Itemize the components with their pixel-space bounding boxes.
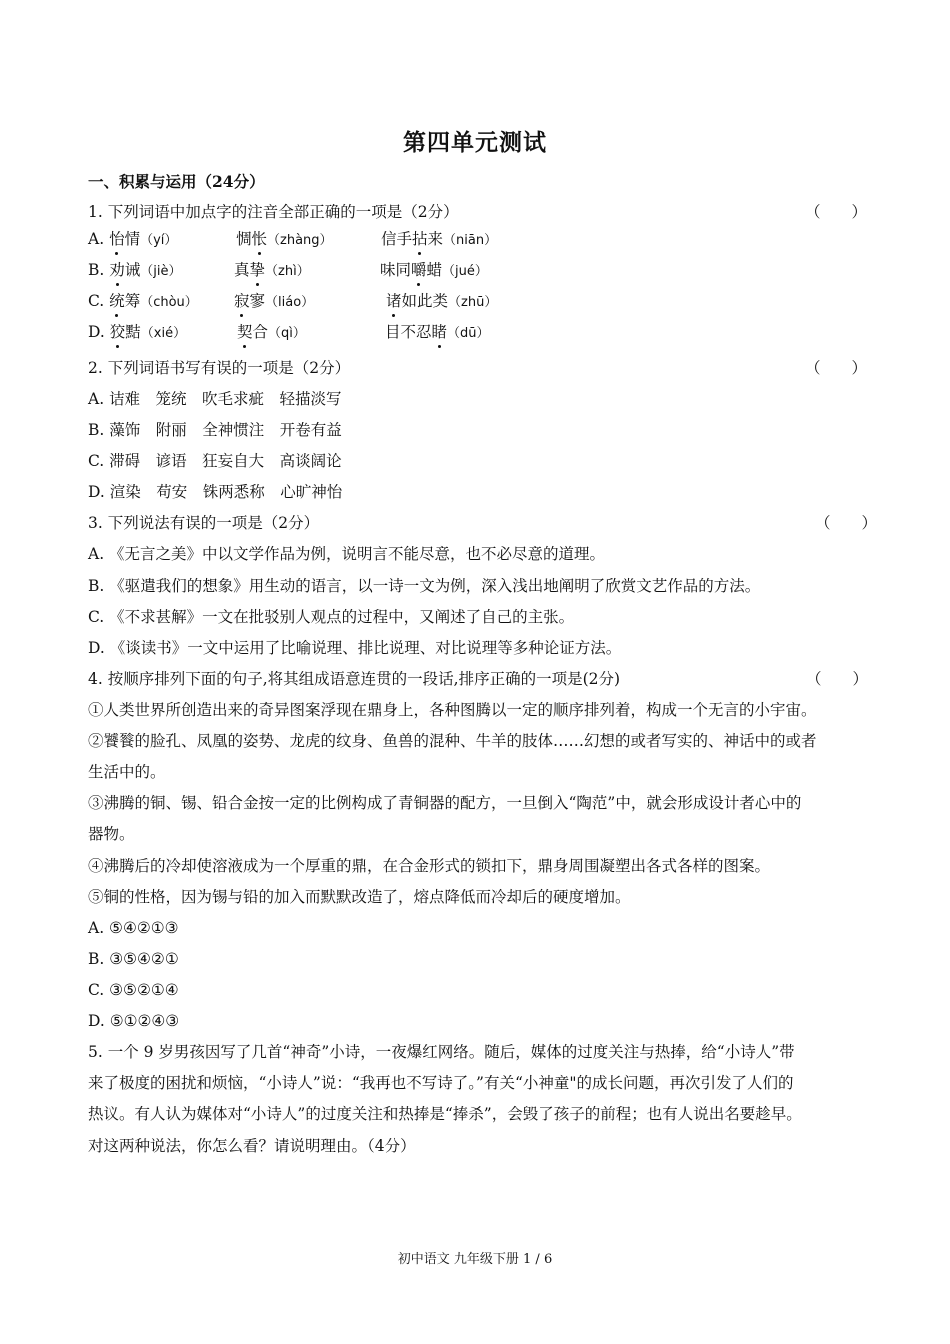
q5-text-line-1: 5. 一个 9 岁男孩因写了几首“神奇”小诗，一夜爆红网络。随后，媒体的过度关注与热捧，给“小诗人”带 [88, 1043, 795, 1061]
q4-sentence-2-cont: 生活中的。 [88, 763, 166, 781]
word-part: 信手 [381, 230, 413, 248]
q3-option-d: D. 《谈读书》一文中运用了比喻说理、排比说理、对比说理等多种论证方法。 [88, 639, 622, 657]
q3-option-b: B. 《驱遣我们的想象》用生动的语言，以一诗一文为例，深入浅出地阐明了欣赏文艺作品的方法。 [88, 577, 761, 595]
dotted-char: 怅 [251, 230, 268, 248]
pinyin: （liáo） [265, 295, 315, 310]
q4-sentence-4: ④沸腾后的冷却使溶液成为一个厚重的鼎，在合金形式的锁扣下，鼎身周围凝塑出各式各样的图案。 [88, 857, 771, 875]
section-heading: 一、积累与运用（24分） [88, 172, 265, 191]
page-footer: 初中语文 九年级下册 1 / 6 [397, 1252, 553, 1267]
option-label: A. [88, 230, 105, 248]
option-label: C. [88, 292, 105, 310]
q5-text-line-3: 热议。有人认为媒体对“小诗人”的过度关注和热捧是“捧杀”，会毁了孩子的前程；也有人说出名要趁早。 [88, 1105, 802, 1123]
q4-sentence-3: ③沸腾的铜、锡、铅合金按一定的比例构成了青铜器的配方，一旦倒入“陶范”中，就会形成设计者心中的 [88, 794, 802, 812]
dotted-char: 怡 [109, 230, 125, 248]
word-part: 目不忍 [385, 323, 432, 341]
q4-sentence-1: ①人类世界所创造出来的奇异图案浮现在鼎身上，各种图腾以一定的顺序排列着，构成一个无言的小宇宙。 [88, 701, 817, 719]
q1-stem: 1. 下列词语中加点字的注音全部正确的一项是（2分） [88, 203, 459, 221]
q2-option-a: A. 诘难 笼统 吹毛求疵 轻描淡写 [88, 390, 342, 408]
word-part: 合 [252, 323, 269, 341]
pinyin: （chòu） [140, 295, 198, 310]
pinyin: （niān） [443, 233, 498, 248]
q4-stem: 4. 按顺序排列下面的句子,将其组成语意连贯的一段话,排序正确的一项是(2分) [88, 670, 621, 688]
q3-option-c: C. 《不求甚解》一文在批驳别人观点的过程中，又阐述了自己的主张。 [88, 608, 575, 626]
pinyin: （xié） [140, 326, 187, 341]
q4-option-b: B. ③⑤④②① [88, 950, 179, 968]
q3-option-a: A. 《无言之美》中以文学作品为例，说明言不能尽意，也不必尽意的道理。 [88, 545, 606, 563]
q2-stem: 2. 下列词语书写有误的一项是（2分） [88, 359, 351, 377]
word-part: 蜡 [426, 261, 443, 279]
word-part: 真 [234, 261, 250, 279]
pinyin: （zhì） [265, 264, 310, 279]
word-part: 来 [427, 230, 444, 248]
option-label: D. [88, 323, 105, 341]
dotted-char: 睹 [431, 323, 448, 341]
dotted-char: 劝 [109, 261, 125, 279]
q5-text-line-2: 来了极度的困扰和烦恼，“小诗人”说：“我再也不写诗了。”有关“小神童"的成长问题，再次引发了人们的 [88, 1074, 794, 1092]
dotted-char: 狡 [109, 323, 126, 341]
q4-sentence-5: ⑤铜的性格，因为锡与铅的加入而默默改造了，熔点降低而冷却后的硬度增加。 [88, 888, 631, 906]
word-part: 如此类 [401, 292, 449, 310]
q1-answer-paren: （ ） [805, 203, 868, 221]
dotted-char: 嚼 [411, 261, 427, 279]
word-part: 寥 [249, 292, 266, 310]
word-part: 味同 [380, 261, 412, 279]
q2-option-c: C. 滞碍 谚语 狂妄自大 高谈阔论 [88, 452, 342, 470]
q4-sentence-3-cont: 器物。 [88, 825, 135, 843]
word-part: 黠 [125, 323, 141, 341]
dotted-char: 寂 [234, 292, 250, 310]
word-part: 筹 [124, 292, 141, 310]
q4-sentence-2: ②饕餮的脸孔、凤凰的姿势、龙虎的纹身、鱼兽的混种、牛羊的肢体……幻想的或者写实的、神话中的或者 [88, 732, 817, 750]
word-part: 诫 [124, 261, 141, 279]
pinyin: （qì） [268, 326, 306, 341]
pinyin: （yí） [140, 233, 178, 248]
pinyin: （zhàng） [267, 233, 333, 248]
q3-answer-paren: （ ） [815, 514, 878, 532]
pinyin: （zhū） [448, 295, 498, 310]
dotted-char: 挚 [249, 261, 266, 279]
pinyin: （dū） [447, 326, 490, 341]
pinyin: （jué） [442, 264, 488, 279]
dotted-char: 诸 [386, 292, 402, 310]
q5-text-line-4: 对这两种说法，你怎么看？请说明理由。（4分） [88, 1137, 416, 1155]
dotted-char: 拈 [412, 230, 428, 248]
dotted-char: 契 [237, 323, 253, 341]
dotted-char: 统 [109, 292, 125, 310]
word-part: 情 [124, 230, 141, 248]
page-title: 第四单元测试 [403, 129, 547, 156]
q4-option-c: C. ③⑤②①④ [88, 981, 179, 999]
q2-answer-paren: （ ） [805, 359, 868, 377]
pinyin: （jiè） [140, 264, 182, 279]
q3-stem: 3. 下列说法有误的一项是（2分） [88, 514, 320, 532]
q4-option-d: D. ⑤①②④③ [88, 1012, 180, 1030]
q2-option-b: B. 藻饰 附丽 全神惯注 开卷有益 [88, 421, 342, 439]
q4-option-a: A. ⑤④②①③ [88, 919, 179, 937]
q2-option-d: D. 渲染 苟安 铢两悉称 心旷神怡 [88, 483, 343, 501]
word-part: 惆 [236, 230, 252, 248]
option-label: B. [88, 261, 105, 279]
q4-answer-paren: （ ） [806, 670, 869, 688]
